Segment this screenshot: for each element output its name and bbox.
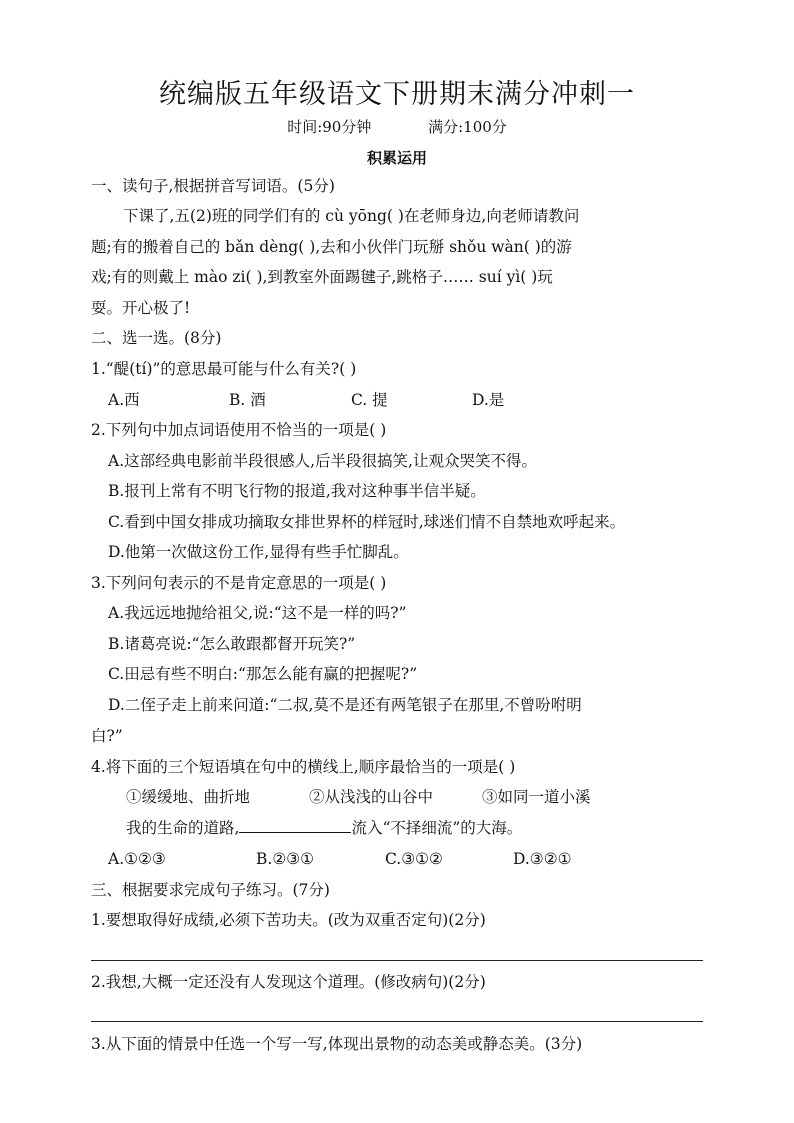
q2-4-sentence-post: 流入“不择细流”的大海。 (351, 819, 523, 837)
q2-4-sentence (126, 818, 522, 838)
q2-4-option-a: A.①②③ (108, 850, 166, 868)
full-score: 满分:100分 (428, 118, 507, 136)
q2-2-option-a: A.这部经典电影前半段很感人,后半段很搞笑,让观众哭笑不得。 (108, 452, 537, 470)
q2-4-answer-blank[interactable] (239, 818, 351, 833)
q1-line-1: 下课了,五(2)班的同学们有的 cù yōng( )在老师身边,向老师请教问 (123, 207, 580, 225)
q3-item-3: 3.从下面的情景中任选一个写一写,体现出景物的动态美或静态美。(3分) (91, 1035, 583, 1053)
q2-1-stem: 1.“醍(tí)”的意思最可能与什么有关?( ) (91, 360, 357, 378)
q2-2-option-d: D.他第一次做这份工作,显得有些手忙脚乱。 (108, 543, 409, 561)
q2-2-option-c: C.看到中国女排成功摘取女排世界杯的样冠时,球迷们情不自禁地欢呼起来。 (108, 513, 626, 531)
q2-3-option-a: A.我远远地抛给祖父,说:“这不是一样的吗?” (108, 604, 407, 622)
q1-heading: 一、读句子,根据拼音写词语。(5分) (91, 177, 335, 195)
q2-heading: 二、选一选。(8分) (91, 329, 222, 347)
q2-4-phrase-1: ①缓缓地、曲折地 (126, 788, 251, 806)
q1-line-4: 耍。开心极了! (91, 299, 191, 317)
q1-line-2: 题;有的搬着自己的 bǎn dèng( ),去和小伙伴门玩掰 shǒu wàn( )的游 (91, 238, 572, 256)
q2-4-option-b: B.②③① (256, 850, 315, 868)
q2-3-option-d: D.二侄子走上前来问道:“二叔,莫不是还有两笔银子在那里,不曾吩咐明 (108, 696, 582, 714)
exam-meta (0, 116, 794, 137)
page-title: 统编版五年级语文下册期末满分冲刺一 (159, 79, 635, 110)
time-limit: 时间:90分钟 (287, 118, 372, 136)
section-title: 积累运用 (366, 149, 427, 167)
q2-4-sentence-pre: 我的生命的道路, (126, 819, 240, 837)
q3-item-1: 1.要想取得好成绩,必须下苦功夫。(改为双重否定句)(2分) (91, 911, 486, 929)
q2-3-option-d-cont: 白?” (91, 727, 123, 745)
q2-4-phrase-3: ③如同一道小溪 (482, 788, 591, 806)
q3-item-2-answer-line[interactable] (91, 1021, 703, 1022)
q2-3-option-b: B.诸葛亮说:“怎么敢跟都督开玩笑?” (108, 635, 356, 653)
q3-heading: 三、根据要求完成句子练习。(7分) (91, 881, 330, 899)
q2-1-option-d: D.是 (472, 391, 505, 409)
q2-1-option-c: C. 提 (351, 391, 388, 409)
q2-4-option-c: C.③①② (385, 850, 443, 868)
q2-2-option-b: B.报刊上常有不明飞行物的报道,我对这种事半信半疑。 (108, 482, 486, 500)
q2-1-option-b: B. 酒 (229, 391, 266, 409)
q2-3-stem: 3.下列问句表示的不是肯定意思的一项是( ) (91, 574, 387, 592)
q2-4-option-d: D.③②① (513, 850, 572, 868)
q1-line-3: 戏;有的则戴上 mào zi( ),到教室外面踢毽子,跳格子…… suí yì( )玩 (91, 268, 553, 286)
q2-1-option-a: A.西 (108, 391, 140, 409)
q3-item-1-answer-line[interactable] (91, 960, 703, 961)
q2-4-stem: 4.将下面的三个短语填在句中的横线上,顺序最恰当的一项是( ) (91, 758, 516, 776)
q3-item-2: 2.我想,大概一定还没有人发现这个道理。(修改病句)(2分) (91, 973, 486, 991)
q2-4-phrase-2: ②从浅浅的山谷中 (309, 788, 434, 806)
q2-3-option-c: C.田忌有些不明白:“那怎么能有赢的把握呢?” (108, 665, 418, 683)
q2-2-stem: 2.下列句中加点词语使用不恰当的一项是( ) (91, 421, 387, 439)
